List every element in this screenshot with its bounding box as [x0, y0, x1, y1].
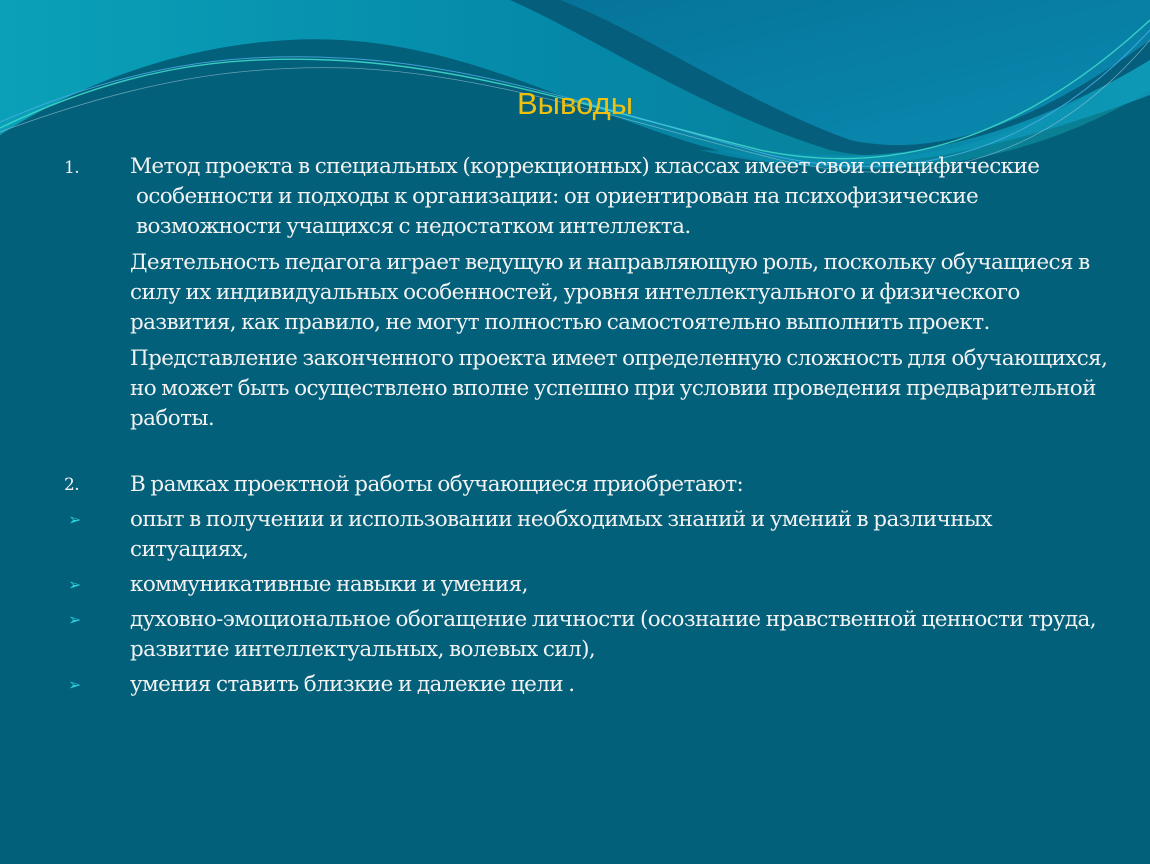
list-item — [64, 605, 1114, 665]
list-number: 2. — [64, 475, 80, 495]
paragraph: Деятельность педагога играет ведущую и направляющую роль, поскольку обучащиеся в силу их индивидуальных особенностей, уровня интеллектуального и физического развития, как правило, не могут полностью самостоятельно выполнить проект. — [130, 250, 1090, 335]
section-1 — [64, 152, 1114, 242]
bullet-text: духовно-эмоциональное обогащение личности (осознание нравственной ценности труда, развитие интеллектуальных, волевых сил), — [130, 607, 1096, 662]
arrowhead-bullet-icon: ➢ — [68, 510, 81, 529]
arrowhead-bullet-icon: ➢ — [68, 675, 81, 694]
arrowhead-bullet-icon: ➢ — [68, 575, 81, 594]
bullet-text: опыт в получении и использовании необходимых знаний и умений в различных ситуациях, — [130, 507, 992, 562]
section-intro: В рамках проектной работы обучающиеся приобретают: — [130, 472, 744, 497]
list-item — [64, 670, 1114, 700]
bullet-text: коммуникативные навыки и умения, — [130, 572, 528, 597]
section-1-paragraph-2 — [64, 248, 1114, 338]
list-item — [64, 570, 1114, 600]
slide-body — [64, 152, 1114, 700]
bullet-text: умения ставить близкие и далекие цели . — [130, 672, 575, 697]
list-item — [64, 505, 1114, 565]
paragraph: Представление законченного проекта имеет определенную сложность для обучающихся, но может быть осуществлено вполне успешно при условии проведения предварительной работы. — [130, 346, 1108, 431]
section-2 — [64, 470, 1114, 500]
list-number: 1. — [64, 158, 80, 178]
arrowhead-bullet-icon: ➢ — [68, 610, 81, 629]
paragraph: Метод проекта в специальных (коррекционных) классах имеет свои специфические особенности и подходы к организации: он ориентирован на психофизические возможности учащихся с недостатком интеллекта. — [130, 154, 1040, 239]
section-1-paragraph-3 — [64, 344, 1114, 434]
slide-title: Выводы — [516, 86, 633, 121]
